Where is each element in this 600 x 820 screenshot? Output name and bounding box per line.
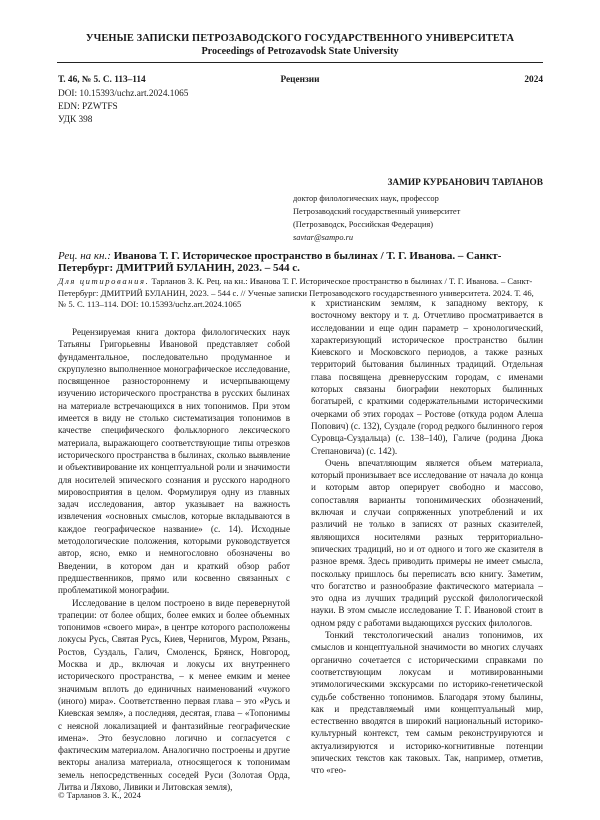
body-column-right xyxy=(311,297,543,777)
paragraph: Тонкий текстологический анализ топонимов, их смыслов и концептуальной значимости во многих случаях органично сочетается с историческими справками по соответствующим локусам и мотивированными этимологическими экскурсами по историко-генетической судьбе собственно топонимов. Благодаря этому былины, как и представляемый ими концептуальный мир, естественно вводятся в широкий национальный историко-культурный контекст, тем самым реконструируются и актуализируются и историко-когнитивные потенции эпических текстов как таковых. Так, например, отметив, что «гео- xyxy=(311,630,543,776)
author-degree: доктор филологических наук, профессор xyxy=(293,194,439,203)
section-title: Рецензии xyxy=(280,75,320,85)
paragraph: Рецензируемая книга доктора филологических наук Татьяны Григорьевны Ивановой представляет собой фундаментальное, последовательно продуманное и скрупулезно выполненное монографическое исследование, посвященное разностороннему и исчерпывающему изучению исторического пространства в русских былинах на материале встречающихся в них топонимов. При этом имеется в виду не столько систематизация топонимов в качестве специфического фольклорного лексического материала, выражающего соответствующие типы отрезков исторического пространства в былинах, сколько выявление и объективирование их концептуальной роли и значимости для носителей эпического сознания и русского народного мировосприятия в целом. Формулируя одну из главных задач исследования, автор указывает на важность извлечения «основных смыслов, которые вкладываются в каждое географическое название» (с. 14). Исходные методологические положения, которыми руководствуется автор, ясно, емко и немногословно обозначены во Введении, в котором дан и краткий обзор работ предшественников, прямо или косвенно связанных с проблематикой монографии. xyxy=(58,327,290,596)
paragraph: Исследование в целом построено в виде перевернутой трапеции: от более общих, более емких и более объемных топонимов «своего мира», в центре которого расположены локусы Русь, Святая Русь, Киев, Чернигов, Муром, Рязань, Ростов, Суздаль, Галич, Смоленск, Брянск, Новгород, Москва и др., включая и локусы их внутреннего исторического пространства, – к менее емким и менее значимым вплоть до единичных наименований «чужого (иного) мира». Соответственно первая глава – это «Русь и Киевская земля», а последняя, десятая, глава – «Топонимы с неясной локализацией и фантазийные географические имена». Это безусловно логично и согласуется с фактическим материалом. Аналогично построены и другие векторы анализа материала, относящегося к топонимам земель непосредственных соседей Руси (Золотая Орда, Литва и Ляхово, Ливики и Литовская земля), xyxy=(58,597,290,792)
edn: EDN: PZWTFS xyxy=(58,102,118,112)
doi: DOI: 10.15393/uchz.art.2024.1065 xyxy=(58,89,189,99)
citation-label: Для цитирования. xyxy=(58,276,150,286)
year: 2024 xyxy=(524,75,543,85)
paragraph: к христианским землям, к западному вектору, к восточному вектору и т. д. Отчетливо просматривается в исследовании и еще один параметр – хронологический, характеризующий историческое пространство былин Киевского и Московского периодов, а также разных территорий бытования былинных традиций. Отдельная глава посвящена древнерусским городам, с именами которых связаны биографии некоторых былинных богатырей, с краткими содержательными историческими очерками об этих городах – Ростове (откуда родом Алеша Попович) (с. 132), Суздале (город редкого былинного героя Суровца-Суздальца) (с. 138–140), Галиче (родина Дюка Степановича) (с. 142). xyxy=(311,298,543,456)
author-name: ЗАМИР КУРБАНОВИЧ ТАРЛАНОВ xyxy=(387,178,543,188)
journal-title-ru: УЧЕНЫЕ ЗАПИСКИ ПЕТРОЗАВОДСКОГО ГОСУДАРСТВЕННОГО УНИВЕРСИТЕТА xyxy=(85,33,515,44)
author-email[interactable]: savtar@sampo.ru xyxy=(293,233,354,242)
author-organization: Петрозаводский государственный университет xyxy=(293,207,461,216)
udk: УДК 398 xyxy=(58,115,93,125)
author-location: (Петрозаводск, Российская Федерация) xyxy=(293,220,434,229)
citation-text: Тарланов З. К. Рец. на кн.: Иванова Т. Г. Историческое пространство в былинах / Т. Г. Иванова. – Санкт-Петербург: ДМИТРИЙ БУЛАНИН, 2023. – 544 с. // Ученые записки Петрозаводского государственного университета. 2024. Т. 46, № 5. С. 113–114. DOI: 10.15393/uchz.art.2024.1065 xyxy=(58,276,534,310)
body-column-left xyxy=(58,326,290,793)
journal-title-en: Proceedings of Petrozavodsk State University xyxy=(201,46,399,57)
review-line2: Петербург: ДМИТРИЙ БУЛАНИН, 2023. – 544 с. xyxy=(58,262,300,275)
review-label: Рец. на кн.: xyxy=(58,250,111,262)
header-rule xyxy=(57,62,543,63)
review-line1: Иванова Т. Г. Историческое пространство в былинах / Т. Г. Иванова. – Санкт- xyxy=(113,250,502,262)
volume-info: Т. 46, № 5. С. 113–114 xyxy=(58,75,146,85)
paragraph: Очень впечатляющим является объем материала, который пронизывает все исследование от начала до конца и которым автор оперирует свободно и массово, сопоставляя варианты топонимических обозначений, включая и случаи сопряженных употреблений и их различий не только в записях от разных сказителей, являющихся носителями разных территориально-эпических традиций, но и от одного и того же сказителя в разное время. Здесь приводить примеры не имеет смысла, поскольку пришлось бы переписать всю книгу. Заметим, что богатство и разнообразие фактического материала – это одна из лучших традиций русской филологической науки. В этом смысле исследование Т. Г. Ивановой стоит в одном ряду с работами выдающихся русских филологов. xyxy=(311,457,543,628)
reviewed-book xyxy=(58,250,544,275)
copyright: © Тарланов З. К., 2024 xyxy=(58,790,141,800)
